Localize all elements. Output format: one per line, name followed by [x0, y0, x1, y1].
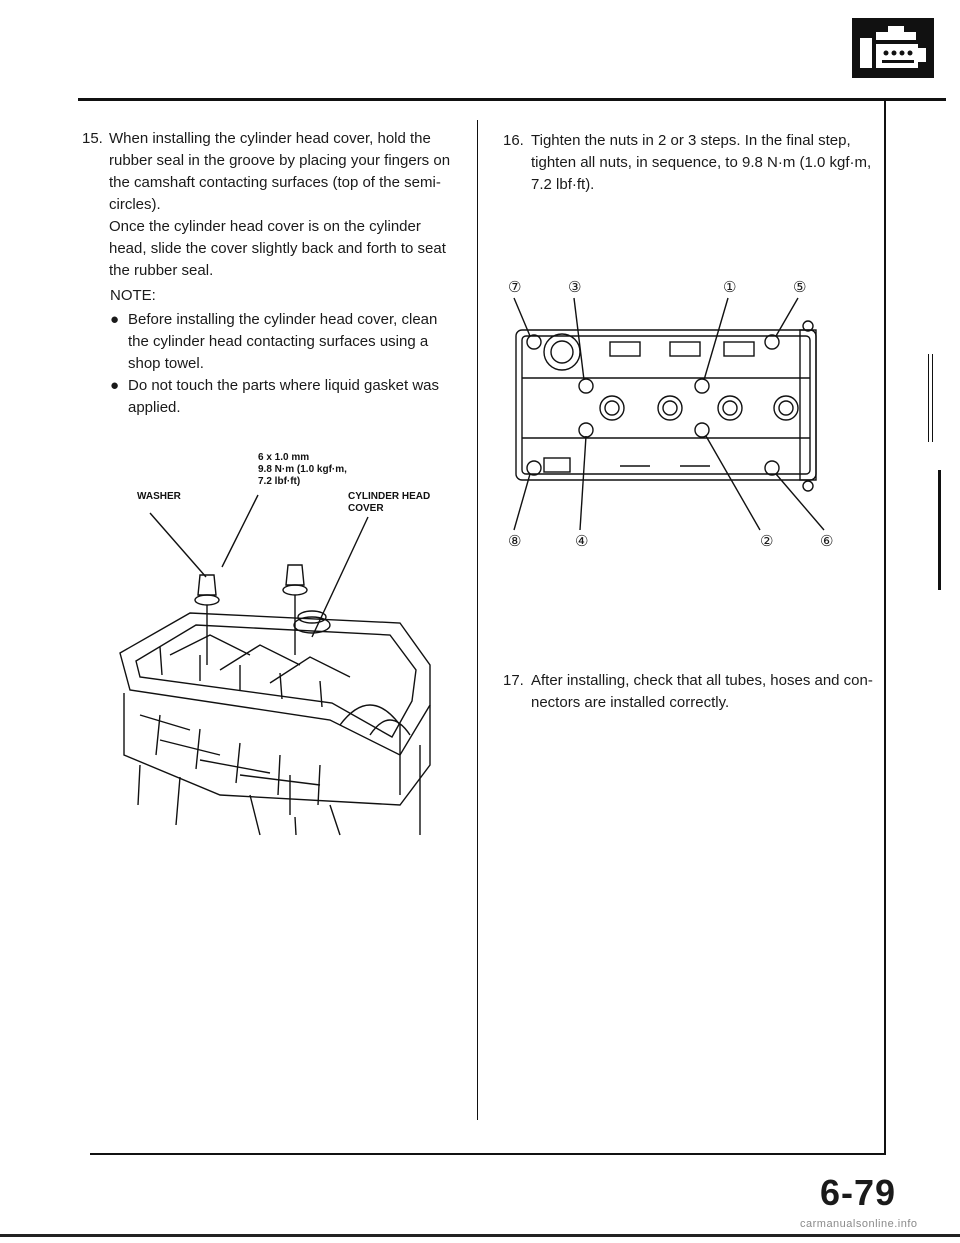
sequence-label-4: ④: [575, 532, 589, 550]
sequence-label-7: ⑦: [508, 278, 522, 296]
margin-mark-2: [932, 354, 933, 442]
step-15-line: the camshaft contacting surfaces (top of the semi-: [109, 174, 441, 191]
torque-spec-line: 7.2 lbf·ft): [258, 476, 301, 487]
column-divider: [477, 120, 478, 1120]
sequence-label-8: ⑧: [508, 532, 522, 550]
cover-label-line: COVER: [348, 503, 384, 514]
bullet-icon: ●: [110, 311, 120, 328]
step-17-number: 17.: [503, 672, 524, 689]
torque-spec-line: 9.8 N·m (1.0 kgf·m,: [258, 464, 347, 475]
step-15-number: 15.: [82, 130, 103, 147]
bullet-icon: ●: [110, 377, 120, 394]
step-15-line: rubber seal in the groove by placing your fingers on: [109, 152, 451, 169]
sequence-label-2: ②: [760, 532, 774, 550]
engine-section-icon: [852, 18, 934, 78]
washer-label: WASHER: [137, 491, 181, 502]
step-17-line: After installing, check that all tubes, hoses and con-: [531, 672, 873, 689]
step-16-line: Tighten the nuts in 2 or 3 steps. In the final step,: [531, 132, 851, 149]
tightening-sequence-diagram: [500, 290, 840, 540]
margin-mark-1: [928, 354, 929, 442]
margin-mark-3: [938, 470, 941, 590]
note-label: NOTE:: [110, 287, 156, 304]
note-item: [110, 375, 460, 419]
step-15-line: When installing the cylinder head cover, hold the: [109, 130, 431, 147]
bottom-rule: [90, 1153, 886, 1155]
cover-label-line: CYLINDER HEAD: [348, 491, 431, 502]
watermark: carmanualsonline.info: [800, 1218, 918, 1230]
torque-spec-line: 6 x 1.0 mm: [258, 452, 310, 463]
step-15-line: Once the cylinder head cover is on the cylinder: [109, 218, 421, 235]
step-17-line: nectors are installed correctly.: [531, 694, 730, 711]
sequence-label-6: ⑥: [820, 532, 834, 550]
step-16-number: 16.: [503, 132, 524, 149]
note-line: shop towel.: [128, 355, 204, 372]
step-15-line: the rubber seal.: [109, 262, 214, 279]
note-line: Do not touch the parts where liquid gasket was: [128, 377, 440, 394]
step-15-line: head, slide the cover slightly back and forth to seat: [109, 240, 446, 257]
note-line: Before installing the cylinder head cover, clean: [128, 311, 438, 328]
sequence-label-5: ⑤: [793, 278, 807, 296]
note-item: [110, 309, 460, 375]
cylinder-head-cover-illustration: [100, 505, 440, 835]
step-16-line: 7.2 lbf·ft).: [531, 176, 595, 193]
note-line: applied.: [128, 399, 181, 416]
torque-spec: [258, 452, 347, 488]
right-frame-border: [884, 98, 886, 1153]
footer-bar: [0, 1234, 960, 1237]
sequence-label-1: ①: [723, 278, 737, 296]
sequence-label-3: ③: [568, 278, 582, 296]
step-16-line: tighten all nuts, in sequence, to 9.8 N·m (1.0 kgf·m,: [531, 154, 872, 171]
note-line: the cylinder head contacting surfaces using a: [128, 333, 429, 350]
page-number: 6-79: [820, 1172, 897, 1213]
top-rule: [78, 98, 946, 101]
step-15-line: circles).: [109, 196, 161, 213]
